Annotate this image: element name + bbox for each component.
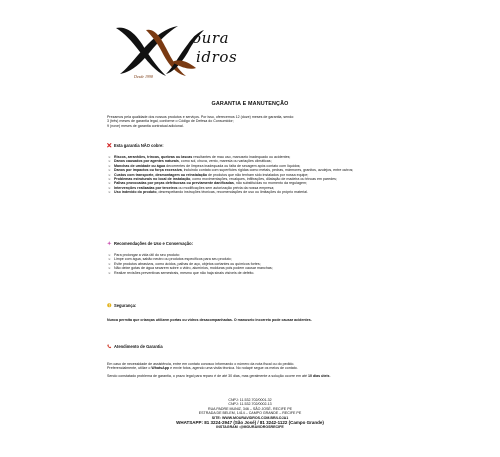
recommendations-title: Recomendações de Uso e Conservação: (114, 241, 193, 246)
support-text (107, 362, 399, 378)
support-paragraph (107, 374, 399, 378)
intro-line: 3 (três) meses de garantia legal, conforme o Código de Defesa do Consumidor; (107, 119, 234, 124)
instagram-line: INSTAGRAM :@MOURAVIDROSRECIFE (216, 425, 284, 430)
whatsapp-mention: WhatsApp (151, 366, 170, 371)
support-text-run: Preferencialmente, utilize o (107, 366, 152, 371)
support-paragraph (107, 366, 399, 370)
contact-footer (0, 398, 500, 430)
company-logo (112, 22, 292, 82)
page-title: GARANTIA E MANUTENÇÃO (211, 101, 289, 107)
logo-text-bottom: idros (196, 48, 238, 66)
support-text-run: . (329, 373, 331, 378)
phone-icon (107, 344, 112, 349)
item-bold: Custos com transporte, desmontagem ou reinstalação (114, 172, 208, 177)
item-bold: Problemas estruturais no local de instalação (114, 177, 191, 182)
item-bold: Danos por impactos ou força excessiva (114, 168, 182, 173)
not-covered-heading (107, 143, 164, 148)
recommendations-list (107, 253, 397, 275)
item-rest: , desrespeitando instruções técnicas, recomendações de uso ou limitações do próprio material. (156, 190, 308, 195)
sparkle-icon (107, 241, 112, 246)
not-covered-list (107, 155, 399, 195)
recommendation-item: ➢ Não deixe gotas de água secarem sobre o vidro, alumínios, molduras pois podem causar manchas; (107, 266, 397, 270)
safety-title: Segurança: (114, 303, 137, 308)
item-bold: Intervenções realizadas por terceiros (114, 185, 178, 190)
item-rest: ou modificações sem autorização prévia da nossa empresa; (177, 185, 275, 190)
item-rest: , incluindo contato com superfícies rígidas como metais, pedras, mármores, granitos, azulejos, entre outros; (181, 168, 354, 173)
recommendation-item: ➢ Limpe com água, sabão neutro ou produtos específicos para seu produto; (107, 257, 397, 261)
address-line: ESTRADA DE BELEM, 1414 – CAMPO GRANDE – RECIFE PE (198, 411, 302, 416)
cnpj-line: CNPJ: 11.532.702/0001-32 (228, 398, 272, 402)
not-covered-item (107, 190, 399, 194)
support-text-run: e envie fotos, agendo uma visita técnica. No rodapé segue os meios de contato. (169, 366, 298, 371)
item-bold: Danos causados por agentes naturais (114, 159, 179, 164)
logo-text-top: oura (192, 29, 230, 47)
item-rest: resultantes de mau uso, manuseio inadequado ou acidentes; (192, 155, 291, 159)
whatsapp-line: WHATSAPP: 81 3224-2947 (São José) / 81 3242-1122 (Campo Grande) (176, 420, 324, 426)
support-title: Atendimento de Garantia (114, 344, 163, 349)
recommendations-heading (107, 241, 193, 246)
cross-mark-icon (107, 143, 112, 148)
safety-heading (107, 303, 136, 308)
item-rest: , como movimentações, recalques, infiltrações, dilatação de madeira ou trincas em paredes; (190, 177, 337, 182)
cnpj-line: CNPJ: 11.532.702/0002-13 (228, 402, 272, 407)
website-link[interactable]: SITE: WWW.MOURAVIDROS.COM.BR/LOJA1 (211, 415, 289, 420)
support-text-run: Sendo constatado problema de garantia, o prazo legal para reparo é de até 30 dias, mas geralmente a solução ocorre em até (107, 373, 308, 378)
intro-line: 9 (nove) meses de garantia contratual adicional. (107, 123, 184, 128)
support-heading (107, 344, 163, 349)
recommendation-item: ➢ Para prolongar a vida útil do seu produto: (107, 253, 397, 257)
intro-line: Prezamos pela qualidade dos nossos produtos e serviços. Por isso, oferecemos 12 (doze) meses de garantia, sendo: (107, 115, 295, 119)
item-rest: , como sol, chuva, vento, maresia ou variações climáticas; (178, 159, 272, 164)
item-bold: Manchas de umidade ou água (114, 163, 166, 168)
repair-deadline: 10 dias úteis (307, 373, 330, 378)
not-covered-title: Esta garantia NÃO cobre: (114, 143, 164, 148)
item-bold: Riscos, arranhões, trincas, quebras ou lascas (114, 155, 193, 159)
support-paragraph: Em caso de necessidade de assistência, entre em contato conosco informando o número da nota fiscal ou do pedido. (107, 362, 295, 366)
item-rest: , não substituídas no momento da regulagem; (233, 181, 307, 186)
item-rest: de produtos que não tenham sido instalados por nossa equipe; (207, 172, 309, 177)
intro-text (107, 115, 397, 128)
item-bold: Falhas provocadas por peças defeituosas ou previamente danificadas (114, 181, 234, 186)
item-bold: Uso indevido do produto (114, 190, 157, 195)
warning-icon (107, 303, 112, 308)
logo-since: Desde 1998 (134, 74, 153, 79)
item-rest: decorrentes de limpeza inadequada ou falta de secagem após contato com líquidos; (165, 163, 301, 168)
recommendation-item: ➢ Realize revisões preventivas semestrais, mesmo que não haja sinais visíveis de defeito. (107, 271, 397, 275)
recommendation-item: ➢ Evite produtos abrasivos, como ácidos, palhas de aço, objetos cortantes ou químicos fortes; (107, 262, 397, 266)
safety-text: Nunca permita que crianças utilizem portas ou vidros desacompanhadas. O manuseio incorreto pode causar acidentes. (107, 318, 312, 322)
address-line: RUA PADRE MUNIZ, 346 – SÃO JOSÉ- RECIFE PE (207, 406, 292, 411)
